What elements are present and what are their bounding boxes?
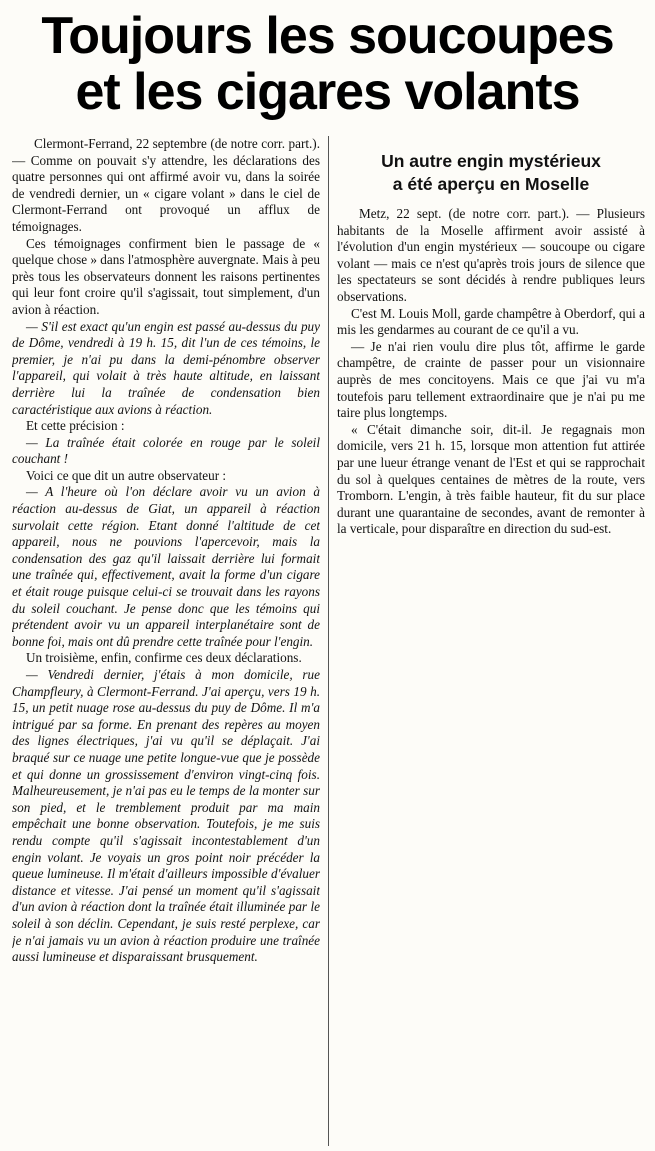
article1-paragraph-6: Voici ce que dit un autre observateur : [26, 467, 227, 483]
article1-paragraph-1: Clermont-Ferrand, 22 septembre (de notre corr. part.). — Comme on pouvait s'y attendre, les déclarations des quatre personnes qui ont affirmé avoir vu, dans la soirée de vendredi dernier, un « cigare volant » dans le ciel de Clermont-Ferrand ont provoqué un afflux de témoignages. [12, 136, 320, 234]
article-column-left [12, 136, 320, 1146]
article1-paragraph-4: Et cette précision : [26, 418, 125, 434]
article2-paragraph-4: « C'était dimanche soir, dit-il. Je regagnais mon domicile, vers 21 h. 15, lorsque mon attention fut attirée par une lueur étrange venant de l'Est et qui se rapprochait du sol à quelques centaines de mètres de la route, vers Tromborn. L'engin, à très faible hauteur, fit du sur place durant une quarantaine de secondes, avant de remonter à la verticale, pour disparaître en direction du sud-est. [337, 421, 645, 537]
headline-line-2: et les cigares volants [75, 63, 580, 121]
article1-paragraph-8: Un troisième, enfin, confirme ces deux déclarations. [26, 650, 302, 666]
article2-paragraph-3: — Je n'ai rien voulu dire plus tôt, affirme le garde champêtre, de crainte de passer pour un visionnaire auprès de mes concitoyens. Mais ce que j'ai vu m'a toutefois paru tellement extraordinaire que je n'ai pu me taire plus longtemps. [337, 338, 645, 421]
headline [10, 8, 645, 120]
column-divider [328, 136, 329, 1146]
article1-paragraph-3: — S'il est exact qu'un engin est passé au-dessus du puy de Dôme, vendredi à 19 h. 15, dit l'un de ces témoins, le premier, je n'ai pu dans la demi-pénombre observer l'appareil, qui volait à très haute altitude, en laissant derrière lui la traînée de condensation bien caractéristique aux avions à réaction. [12, 318, 320, 417]
article2-paragraph-2: C'est M. Louis Moll, garde champêtre à Oberdorf, qui a mis les gendarmes au courant de ce qu'il a vu. [337, 305, 645, 338]
article1-paragraph-7: — A l'heure où l'on déclare avoir vu un avion à réaction au-dessus de Giat, un appareil à réaction survolait cette région. Etant donné l'altitude de cet appareil, nous ne pouvions l'apercevoir, mais la condensation des gaz qu'il laissait derrière lui formait une traînée qui, effectivement, avait la forme d'un cigare et était rouge puisque celui-ci se trouvait dans les rayons du soleil couchant. Je pense donc que les témoins qui prétendent avoir vu un appareil interplanétaire sont de bonne foi, mais ont dû prendre cette traînée pour l'engin. [12, 484, 320, 649]
article2-paragraph-1: Metz, 22 sept. (de notre corr. part.). — Plusieurs habitants de la Moselle affirment avoir assisté à l'évolution d'un engin mystérieux — soucoupe ou cigare volant — mais ce n'est qu'après trois jours de silence que les spectateurs se sont décidés à rendre publiques leurs observations. [337, 206, 645, 304]
article2-title [343, 150, 639, 196]
article1-paragraph-2: Ces témoignages confirment bien le passage de « quelque chose » dans l'atmosphère auvergnate. Mais à peu près tous les observateurs donnent les raisons pertinentes qui leur font croire qu'il s'agissait, tout simplement, d'un avion à réaction. [12, 235, 320, 317]
article1-paragraph-9: — Vendredi dernier, j'étais à mon domicile, rue Champfleury, à Clermont-Ferrand. J'ai aperçu, vers 19 h. 15, un petit nuage rose au-dessus du puy de Dôme. Il m'a intrigué par sa forme. En prenant des repères au moyen des lignes électriques, j'ai vu qu'il se déplaçait. J'ai braqué sur ce nuage une petite longue-vue que je possède et qui donne un grossissement d'environ vingt-cinq fois. Malheureusement, je n'ai pas eu le temps de la monter sur son pied, et le tremblement produit par ma main empêchait une bonne observation. Toutefois, je me suis rendu compte qu'il s'agissait incontestablement d'un engin volant. Je voyais un gros point noir précéder la queue lumineuse. Il m'était d'ailleurs impossible d'évaluer distance et vitesse. J'ai pensé un moment qu'il s'agissait d'un avion à réaction dont la traînée était illuminée par le soleil à son déclin. Cependant, je suis resté perplexe, car je n'ai jamais vu un avion à réaction produire une traînée aussi lumineuse et disparaissant brusquement. [12, 667, 320, 965]
article2-title-line-1: Un autre engin mystérieux [381, 151, 601, 171]
article2-title-line-2: a été aperçu en Moselle [392, 174, 590, 194]
article-column-right [337, 136, 645, 1146]
article-columns [12, 136, 646, 1146]
article1-paragraph-5: — La traînée était colorée en rouge par le soleil couchant ! [12, 434, 320, 467]
headline-line-1: Toujours les soucoupes [41, 7, 614, 65]
